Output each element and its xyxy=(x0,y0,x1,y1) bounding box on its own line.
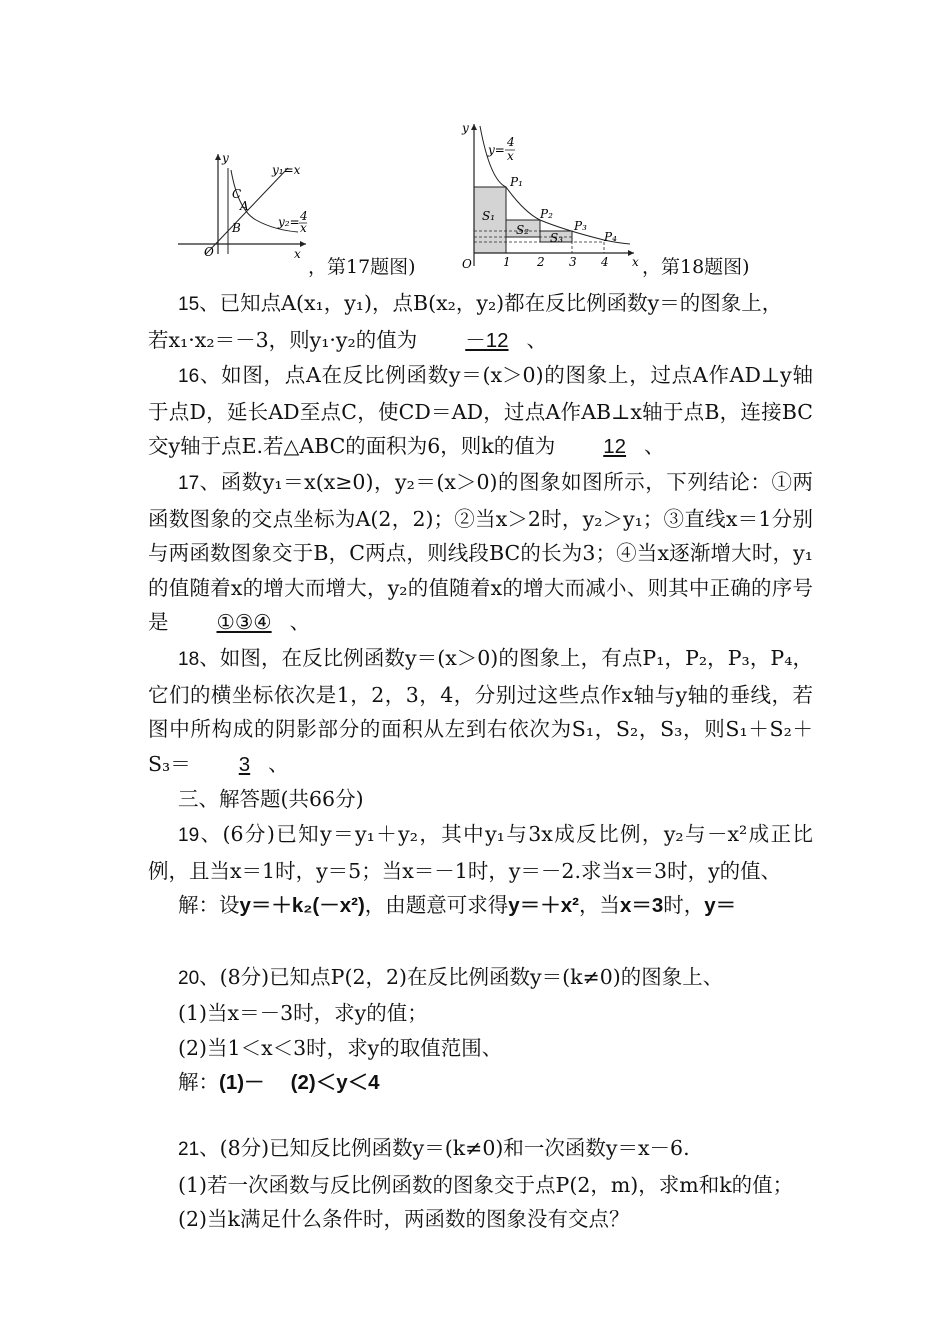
fig17-point-b: B xyxy=(232,221,241,235)
question-20 xyxy=(148,960,813,997)
q19-solution-label: 解：设 xyxy=(178,893,240,918)
fig18-point-p4: P₄ xyxy=(604,230,617,244)
question-text xyxy=(148,286,813,1237)
q20-solution-2: (2)＜y＜4 xyxy=(290,1071,380,1095)
question-17 xyxy=(148,465,813,641)
question-19 xyxy=(148,817,813,888)
q19-solution-6: 时， xyxy=(663,893,705,918)
q15-answer: －12 xyxy=(465,328,509,352)
q15-line2: 若x₁·x₂＝－3，则y₁·y₂的值为 xyxy=(148,327,418,352)
question-18 xyxy=(148,641,813,782)
q18-number: 18 xyxy=(178,648,200,670)
q19-solution-5: x＝3 xyxy=(619,894,664,918)
fig18-y-label: y xyxy=(462,121,469,135)
fig17-curve-num: 4 xyxy=(300,209,308,223)
q19-number: 19 xyxy=(178,824,200,846)
fig17-curve-den: x xyxy=(300,221,307,235)
q21-part1: (1)若一次函数与反比例函数的图象交于点P(2，m)，求m和k的值； xyxy=(178,1172,794,1197)
q20-solution xyxy=(148,1065,813,1101)
q16-number: 16 xyxy=(178,366,200,388)
q21-number: 21 xyxy=(178,1139,200,1161)
q20-part2: (2)当1＜x＜3时，求y的取值范围、 xyxy=(178,1035,503,1060)
fig18-tick-4: 4 xyxy=(601,255,609,269)
spacer xyxy=(148,924,813,960)
q20-part1: (1)当x＝－3时，求y的值； xyxy=(178,1001,428,1026)
fig18-curve-num: 4 xyxy=(507,135,515,149)
spacer xyxy=(148,1101,813,1131)
q18-answer: 3 xyxy=(238,752,251,776)
fig18-point-p1: P₁ xyxy=(510,175,523,189)
fig17-curve-label: y₂= xyxy=(278,215,300,229)
question-21 xyxy=(148,1131,813,1168)
q19-solution-4: ，当 xyxy=(578,893,620,918)
fig18-point-p3: P₃ xyxy=(574,219,587,233)
q20-number: 20 xyxy=(178,967,200,989)
q17-post: 、 xyxy=(289,610,311,635)
figure-17-graph xyxy=(176,148,316,261)
fig17-x-label: x xyxy=(294,247,301,261)
fig18-point-p2: P₂ xyxy=(540,207,553,221)
q20-text: 、(8分)已知点P(2，2)在反比例函数y＝(k≠0)的图象上、 xyxy=(199,964,724,989)
fig18-tick-1: 1 xyxy=(503,255,511,269)
fig18-area-s1: S₁ xyxy=(482,209,496,223)
fig18-area-s3: S₃ xyxy=(550,231,564,245)
q19-text: 、(6分)已知y＝y₁＋y₂，其中y₁与3x成反比例，y₂与－x²成正比例，且当x＝1时，y＝5；当x＝－1时，y＝－2.求当x＝3时，y的值、 xyxy=(148,821,813,883)
q21-part2: (2)当k满足什么条件时，两函数的图象没有交点？ xyxy=(178,1207,630,1232)
fig17-y-label: y xyxy=(222,151,229,165)
fig17-line-label: y₁=x xyxy=(272,163,301,177)
q19-solution-3: y＝＋x² xyxy=(508,894,579,918)
figures-row xyxy=(170,118,810,278)
q16-post: 、 xyxy=(644,434,665,459)
q16-answer: 12 xyxy=(603,435,627,459)
fig18-area-s2: S₂ xyxy=(516,223,530,237)
fig18-tick-3: 3 xyxy=(569,255,577,269)
fig18-curve-label: y= xyxy=(488,143,505,157)
fig18-origin-label: O xyxy=(462,257,472,271)
fig18-x-label: x xyxy=(632,255,639,269)
question-15 xyxy=(148,286,813,358)
q15-number: 15 xyxy=(178,294,200,315)
figure-18-graph xyxy=(454,120,644,272)
fig18-tick-2: 2 xyxy=(537,255,545,269)
fig18-curve-den: x xyxy=(507,149,514,163)
q15-line1: 、已知点A(x₁，y₁)，点B(x₂，y₂)都在反比例函数y＝的图象上， xyxy=(199,291,783,315)
section-heading: 三、解答题(共66分) xyxy=(178,787,364,812)
fig18-caption: ，第18题图) xyxy=(642,256,750,278)
q19-solution-1: y＝＋k₂(－x²) xyxy=(239,894,365,918)
q18-post: 、 xyxy=(268,751,289,776)
q18-text: 、如图，在反比例函数y＝(x＞0)的图象上，有点P₁，P₂，P₃，P₄，它们的横坐标依次是1，2，3，4，分别过这些点作x轴与y轴的垂线，若图中所构成的阴影部分的面积从左到右依次为S₁，S₂，S₃，则S₁＋S₂＋S₃＝ xyxy=(148,645,813,776)
q17-answer: ①③④ xyxy=(216,611,272,635)
q15-post: 、 xyxy=(526,327,548,352)
q20-solution-label: 解： xyxy=(178,1070,219,1095)
fig17-origin-label: O xyxy=(204,245,214,259)
fig17-caption: ，第17题图) xyxy=(308,256,416,278)
q17-text: 、函数y₁＝x(x≥0)，y₂＝(x＞0)的图象如图所示，下列结论：①两函数图象的交点坐标为A(2，2)；②当x＞2时，y₂＞y₁；③直线x＝1分别与两函数图象交于B，C两点，则线段BC的长为3；④当x逐渐增大时，y₁的值随着x的增大而增大，y₂的值随着x的增大而减小、则其中正确的序号是 xyxy=(148,469,813,635)
q16-text: 、如图，点A在反比例函数y＝(x＞0)的图象上，过点A作AD⊥y轴于点D，延长AD至点C，使CD＝AD，过点A作AB⊥x轴于点B，连接BC交y轴于点E.若△ABC的面积为6，则k的值为 xyxy=(148,363,813,459)
q19-solution-2: ，由题意可求得 xyxy=(364,893,509,918)
q19-solution xyxy=(148,888,813,924)
q21-text: 、(8分)已知反比例函数y＝(k≠0)和一次函数y＝x－6. xyxy=(199,1136,690,1161)
fig17-point-c: C xyxy=(232,187,242,201)
q17-number: 17 xyxy=(178,472,200,494)
q20-solution-1: (1)－ xyxy=(219,1071,265,1095)
question-16 xyxy=(148,358,813,465)
fig17-point-a: A xyxy=(240,199,249,213)
q19-solution-7: y＝ xyxy=(704,894,737,918)
